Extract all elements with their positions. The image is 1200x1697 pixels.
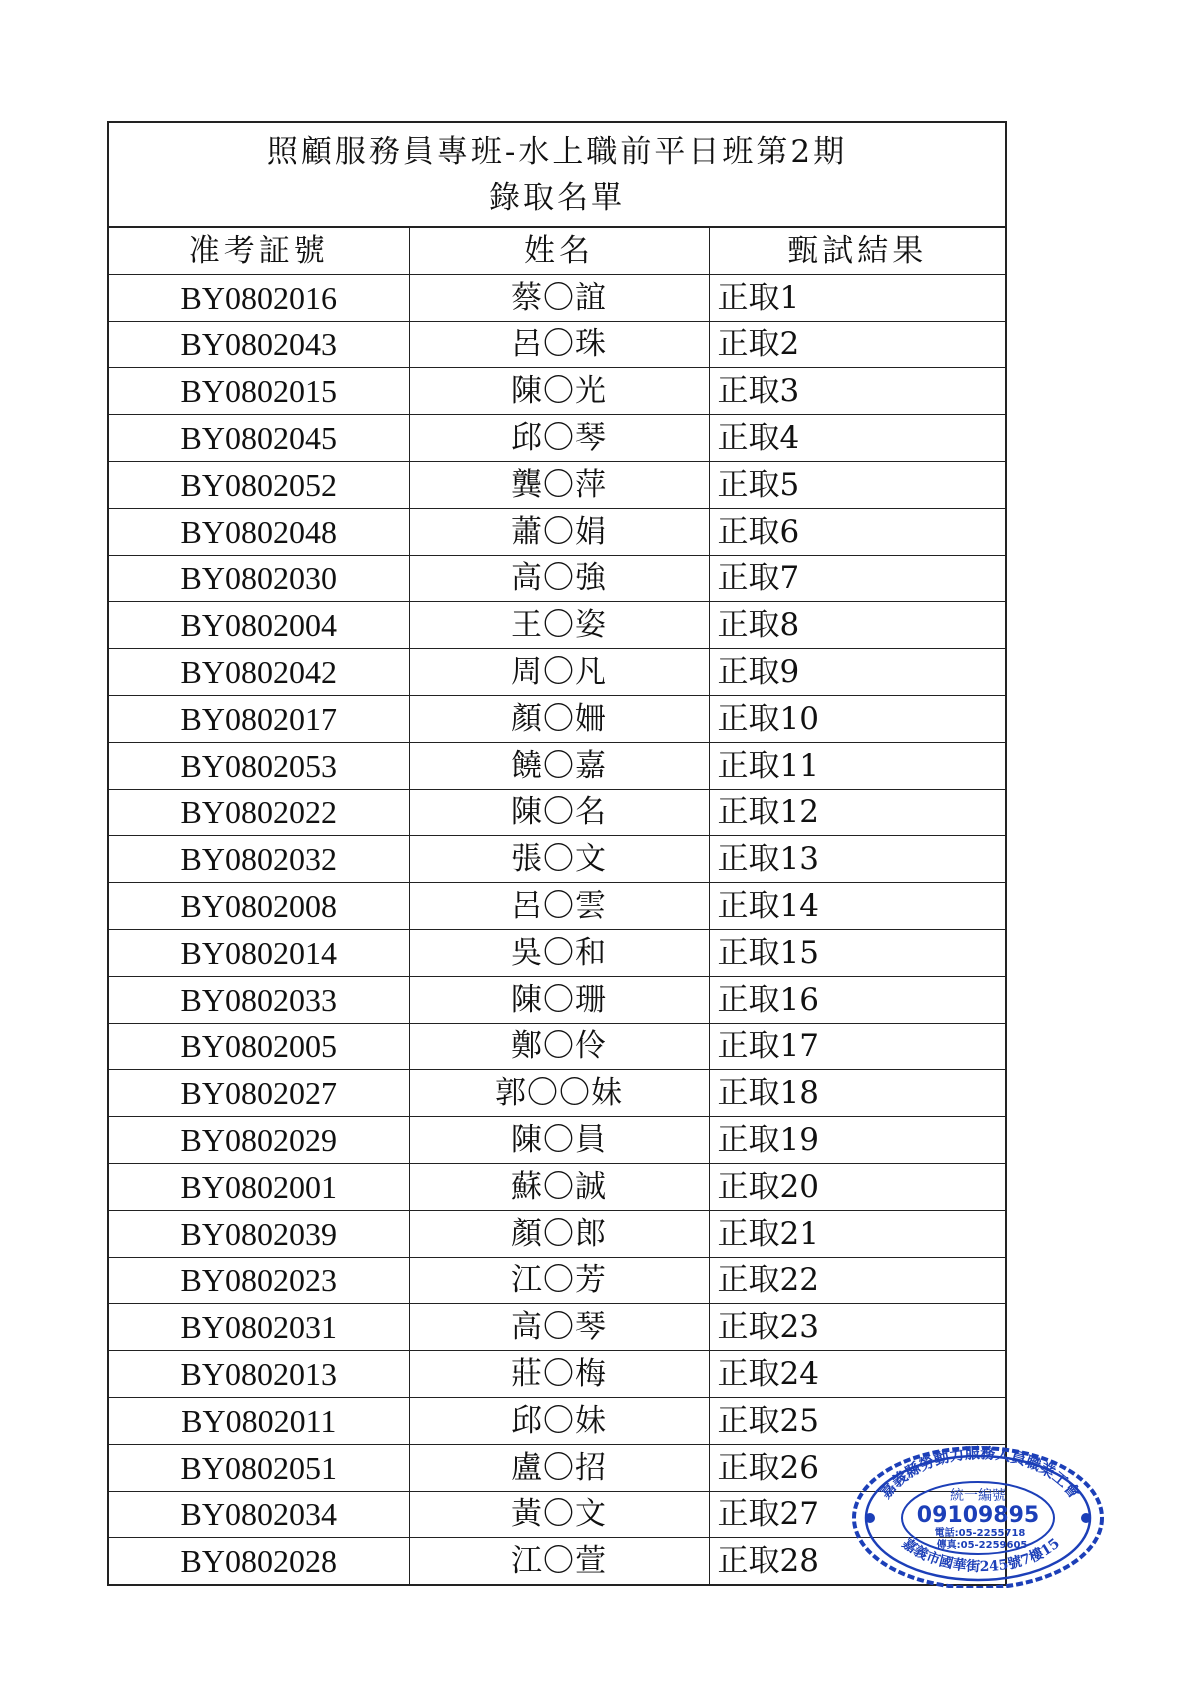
- cell-exam-id: BY0802016: [109, 274, 409, 321]
- admission-table: [109, 228, 1005, 1584]
- cell-name: 蕭〇娟: [409, 508, 709, 555]
- table-row: [109, 1257, 1005, 1304]
- cell-result: 正取21: [709, 1210, 1005, 1257]
- header-result: 甄試結果: [709, 228, 1005, 274]
- cell-name: 盧〇招: [409, 1444, 709, 1491]
- table-row: [109, 929, 1005, 976]
- cell-result: 正取3: [709, 368, 1005, 415]
- seal-fax: 傳真:05-2259605: [936, 1540, 1028, 1551]
- table-row: [109, 368, 1005, 415]
- table-row: [109, 1023, 1005, 1070]
- table-row: [109, 1444, 1005, 1491]
- cell-name: 黃〇文: [409, 1491, 709, 1538]
- header-name: 姓名: [409, 228, 709, 274]
- cell-exam-id: BY0802011: [109, 1397, 409, 1444]
- cell-exam-id: BY0802030: [109, 555, 409, 602]
- seal-address: 嘉義市國華街245號7樓15: [898, 1535, 1064, 1576]
- table-row: [109, 555, 1005, 602]
- cell-result: 正取2: [709, 321, 1005, 368]
- cell-result: 正取24: [709, 1351, 1005, 1398]
- table-row: [109, 1397, 1005, 1444]
- table-row: [109, 836, 1005, 883]
- cell-result: 正取5: [709, 461, 1005, 508]
- table-row: [109, 976, 1005, 1023]
- cell-exam-id: BY0802027: [109, 1070, 409, 1117]
- seal-number: 09109895: [916, 1503, 1040, 1528]
- table-row: [109, 602, 1005, 649]
- cell-name: 陳〇員: [409, 1117, 709, 1164]
- cell-name: 蘇〇誠: [409, 1163, 709, 1210]
- table-row: [109, 742, 1005, 789]
- cell-name: 江〇萱: [409, 1538, 709, 1584]
- cell-name: 高〇琴: [409, 1304, 709, 1351]
- header-exam-id: 准考証號: [109, 228, 409, 274]
- cell-name: 周〇凡: [409, 649, 709, 696]
- cell-result: 正取18: [709, 1070, 1005, 1117]
- cell-exam-id: BY0802022: [109, 789, 409, 836]
- cell-exam-id: BY0802008: [109, 883, 409, 930]
- cell-result: 正取9: [709, 649, 1005, 696]
- cell-exam-id: BY0802017: [109, 695, 409, 742]
- seal-org-name: 嘉義縣勞動力服務人員職業工會: [876, 1444, 1084, 1502]
- cell-name: 邱〇琴: [409, 415, 709, 462]
- table-row: [109, 508, 1005, 555]
- cell-name: 呂〇雲: [409, 883, 709, 930]
- cell-result: 正取12: [709, 789, 1005, 836]
- cell-name: 王〇姿: [409, 602, 709, 649]
- cell-exam-id: BY0802034: [109, 1491, 409, 1538]
- cell-result: 正取27: [709, 1491, 1005, 1538]
- cell-name: 邱〇妹: [409, 1397, 709, 1444]
- cell-result: 正取23: [709, 1304, 1005, 1351]
- cell-name: 顏〇姍: [409, 695, 709, 742]
- cell-exam-id: BY0802014: [109, 929, 409, 976]
- cell-name: 陳〇名: [409, 789, 709, 836]
- cell-name: 鄭〇伶: [409, 1023, 709, 1070]
- cell-exam-id: BY0802053: [109, 742, 409, 789]
- table-row: [109, 1117, 1005, 1164]
- cell-exam-id: BY0802052: [109, 461, 409, 508]
- cell-result: 正取17: [709, 1023, 1005, 1070]
- table-row: [109, 1070, 1005, 1117]
- cell-exam-id: BY0802045: [109, 415, 409, 462]
- table-row: [109, 695, 1005, 742]
- cell-exam-id: BY0802015: [109, 368, 409, 415]
- cell-name: 龔〇萍: [409, 461, 709, 508]
- table-row: [109, 1351, 1005, 1398]
- table-body: [109, 274, 1005, 1584]
- table-row: [109, 1491, 1005, 1538]
- cell-exam-id: BY0802004: [109, 602, 409, 649]
- table-header-row: [109, 228, 1005, 274]
- cell-result: 正取16: [709, 976, 1005, 1023]
- table-row: [109, 649, 1005, 696]
- cell-result: 正取8: [709, 602, 1005, 649]
- cell-exam-id: BY0802005: [109, 1023, 409, 1070]
- table-row: [109, 1210, 1005, 1257]
- cell-name: 饒〇嘉: [409, 742, 709, 789]
- cell-name: 呂〇珠: [409, 321, 709, 368]
- cell-result: 正取13: [709, 836, 1005, 883]
- cell-result: 正取6: [709, 508, 1005, 555]
- cell-result: 正取7: [709, 555, 1005, 602]
- table-row: [109, 1304, 1005, 1351]
- cell-result: 正取28: [709, 1538, 1005, 1584]
- cell-exam-id: BY0802039: [109, 1210, 409, 1257]
- title-block: [109, 123, 1005, 228]
- cell-exam-id: BY0802048: [109, 508, 409, 555]
- cell-exam-id: BY0802023: [109, 1257, 409, 1304]
- document-sheet: [107, 121, 1007, 1586]
- document-title: 照顧服務員專班-水上職前平日班第2期: [266, 134, 848, 170]
- cell-result: 正取19: [709, 1117, 1005, 1164]
- cell-name: 江〇芳: [409, 1257, 709, 1304]
- table-row: [109, 415, 1005, 462]
- table-row: [109, 1163, 1005, 1210]
- cell-exam-id: BY0802031: [109, 1304, 409, 1351]
- cell-name: 莊〇梅: [409, 1351, 709, 1398]
- table-row: [109, 274, 1005, 321]
- cell-result: 正取4: [709, 415, 1005, 462]
- cell-result: 正取1: [709, 274, 1005, 321]
- cell-exam-id: BY0802029: [109, 1117, 409, 1164]
- cell-name: 顏〇郎: [409, 1210, 709, 1257]
- seal-label: 統一編號: [950, 1488, 1006, 1504]
- cell-result: 正取22: [709, 1257, 1005, 1304]
- table-row: [109, 789, 1005, 836]
- cell-result: 正取26: [709, 1444, 1005, 1491]
- table-row: [109, 321, 1005, 368]
- cell-name: 張〇文: [409, 836, 709, 883]
- cell-name: 陳〇光: [409, 368, 709, 415]
- cell-result: 正取14: [709, 883, 1005, 930]
- seal-phone: 電話:05-2255718: [934, 1528, 1026, 1539]
- cell-result: 正取25: [709, 1397, 1005, 1444]
- cell-name: 高〇強: [409, 555, 709, 602]
- cell-result: 正取10: [709, 695, 1005, 742]
- cell-name: 郭〇〇妹: [409, 1070, 709, 1117]
- cell-result: 正取20: [709, 1163, 1005, 1210]
- cell-name: 蔡〇誼: [409, 274, 709, 321]
- cell-exam-id: BY0802043: [109, 321, 409, 368]
- table-row: [109, 883, 1005, 930]
- cell-result: 正取11: [709, 742, 1005, 789]
- table-row: [109, 461, 1005, 508]
- cell-exam-id: BY0802033: [109, 976, 409, 1023]
- cell-exam-id: BY0802032: [109, 836, 409, 883]
- cell-exam-id: BY0802001: [109, 1163, 409, 1210]
- cell-name: 陳〇珊: [409, 976, 709, 1023]
- cell-exam-id: BY0802028: [109, 1538, 409, 1584]
- document-subtitle: 錄取名單: [489, 180, 625, 216]
- cell-name: 吳〇和: [409, 929, 709, 976]
- table-row: [109, 1538, 1005, 1584]
- cell-exam-id: BY0802042: [109, 649, 409, 696]
- cell-exam-id: BY0802013: [109, 1351, 409, 1398]
- cell-result: 正取15: [709, 929, 1005, 976]
- cell-exam-id: BY0802051: [109, 1444, 409, 1491]
